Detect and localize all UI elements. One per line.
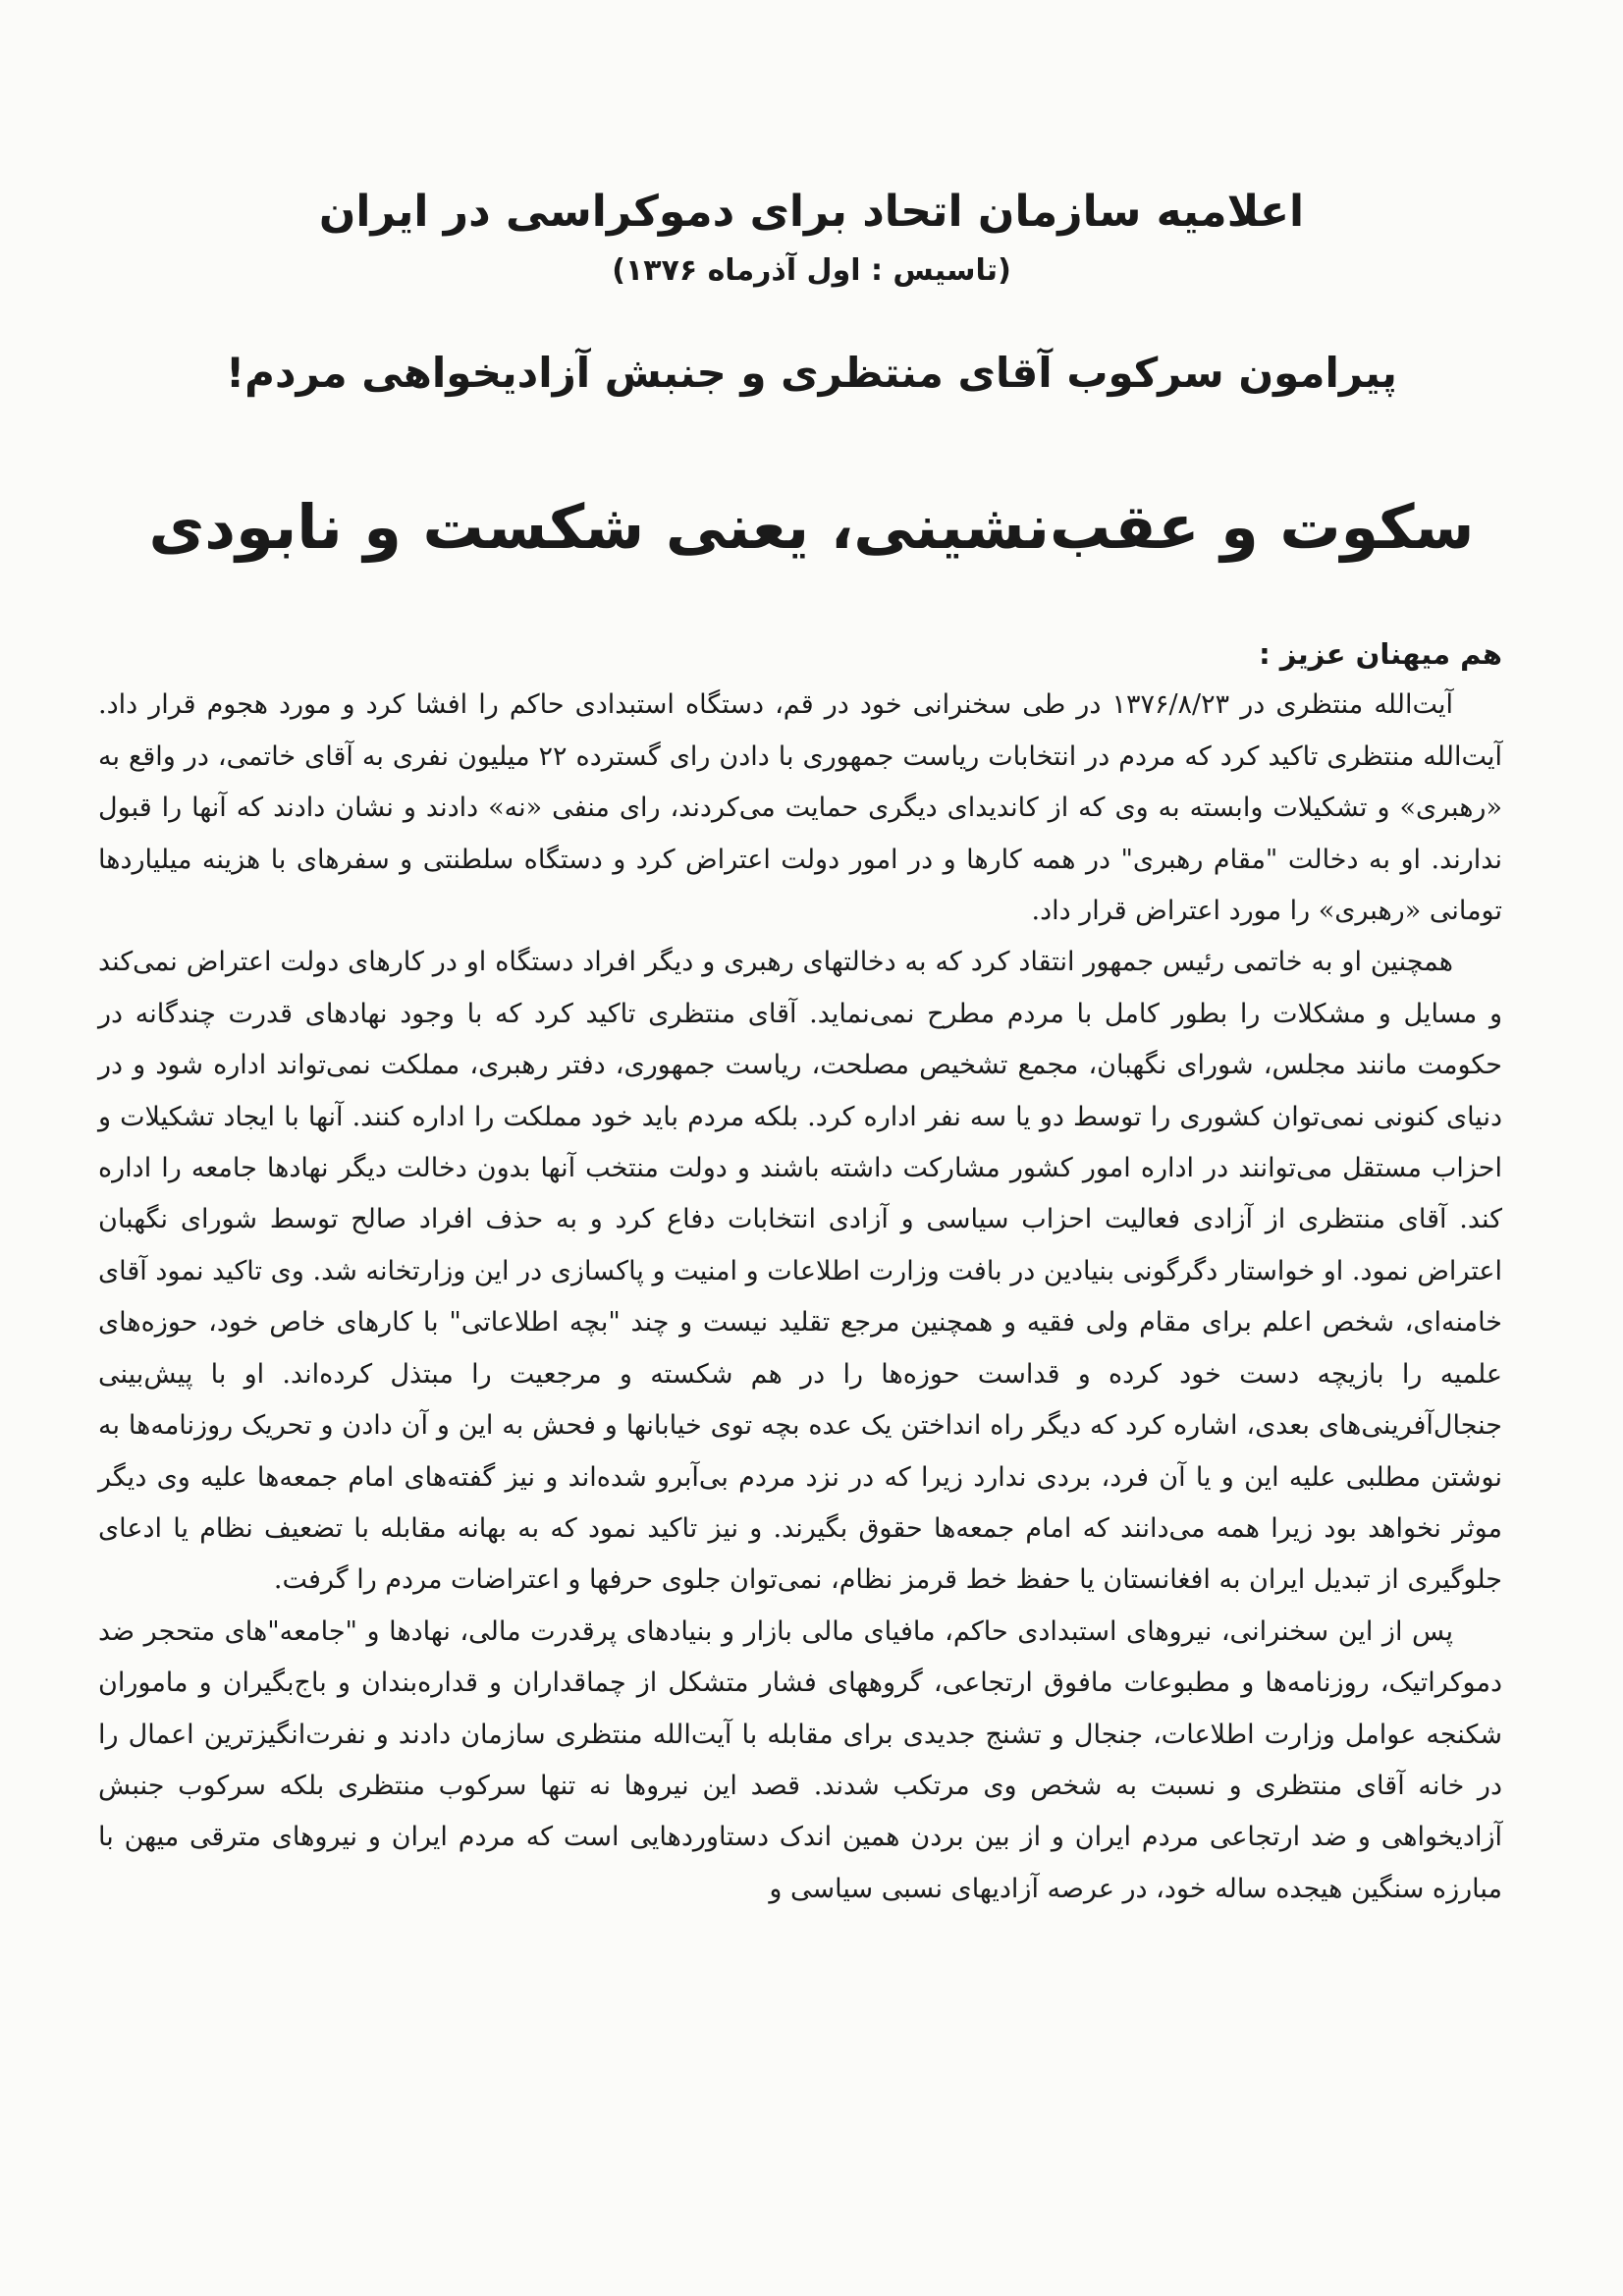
founding-date: (تاسیس : اول آذرماه ۱۳۷۶) bbox=[612, 253, 1011, 288]
salutation: هم میهنان عزیز : bbox=[1259, 637, 1502, 671]
statement-topic: پیرامون سرکوب آقای منتظری و جنبش آزادیخواهی مردم! bbox=[226, 349, 1397, 397]
paragraph: پس از این سخنرانی، نیروهای استبدادی حاکم، مافیای مالی بازار و بنیادهای پرقدرت مالی، نهادها و "جامعه"های متحجر ضد دموکراتیک، روزنامه‌ها و مطبوعات مافوق ارتجاعی، گروههای فشار متشکل از چماقداران و قداره‌بندان و باج‌بگیران و ماموران شکنجه عوامل وزارت اطلاعات، جنجال و تشنج جدیدی برای مقابله با آیت‌الله منتظری سازمان دادند و نفرت‌انگیزترین اعمال را در خانه آقای منتظری و نسبت به شخص وی مرتکب شدند. قصد این نیروها نه تنها سرکوب منتظری بلکه سرکوب جنبش آزادیخواهی و ضد ارتجاعی مردم ایران و از بین بردن همین اندک دستاوردهایی است که مردم ایران و نیروهای مترقی میهن با مبارزه سنگین هیجده ساله خود، در عرصه آزادیهای نسبی سیاسی و bbox=[98, 1615, 1502, 1904]
organization-title: اعلامیه سازمان اتحاد برای دموکراسی در ایران bbox=[318, 187, 1305, 237]
statement-body bbox=[98, 629, 1502, 1915]
paragraph: آیت‌الله منتظری در ۱۳۷۶/۸/۲۳ در طی سخنرانی خود در قم، دستگاه استبدادی حاکم را افشا کرد و مورد هجوم قرار داد. آیت‌الله منتظری تاکید کرد که مردم در انتخابات ریاست جمهوری با دادن رای گسترده ۲۲ میلیون نفری به آقای خاتمی، در واقع به «رهبری» و تشکیلات وابسته به وی که از کاندیدای دیگری حمایت می‌کردند، رای منفی «نه» دادند و نشان دادند که آنها را قبول ندارند. او به دخالت "مقام رهبری" در همه کارها و در امور دولت اعتراض کرد و دستگاه سلطنتی و سفرهای با هزینه میلیاردها تومانی «رهبری» را مورد اعتراض قرار داد. bbox=[98, 689, 1502, 927]
headline: سکوت و عقب‌نشینی، یعنی شکست و نابودی bbox=[148, 491, 1475, 563]
paragraph: همچنین او به خاتمی رئیس جمهور انتقاد کرد که به دخالتهای رهبری و دیگر افراد دستگاه او در کارهای دولت اعتراض نمی‌کند و مسایل و مشکلات را بطور کامل با مردم مطرح نمی‌نماید. آقای منتظری تاکید کرد که با وجود نهادهای قدرت چندگانه در حکومت مانند مجلس، شورای نگهبان، مجمع تشخیص مصلحت، ریاست جمهوری، دفتر رهبری، مملکت نمی‌تواند اداره شود و در دنیای کنونی نمی‌توان کشوری را توسط دو یا سه نفر اداره کرد. بلکه مردم باید خود مملکت را اداره کنند. آنها با ایجاد تشکیلات و احزاب مستقل می‌توانند در اداره امور کشور مشارکت داشته باشند و دولت منتخب آنها بدون دخالت دیگر نهادها جامعه را اداره کند. آقای منتظری از آزادی فعالیت احزاب سیاسی و آزادی انتخابات دفاع کرد و به حذف افراد صالح توسط شورای نگهبان اعتراض نمود. او خواستار دگرگونی بنیادین در بافت وزارت اطلاعات و امنیت و پاکسازی در این وزارتخانه شد. وی تاکید نمود آقای خامنه‌ای، شخص اعلم برای مقام ولی فقیه و همچنین مرجع تقلید نیست و چند "بچه اطلاعاتی" با کارهای خاص خود، حوزه‌های علمیه را بازیچه دست خود کرده و قداست حوزه‌ها را در هم شکسته و مرجعیت را مبتذل کرده‌اند. او با پیش‌بینی جنجال‌آفرینی‌های بعدی، اشاره کرد که دیگر راه انداختن یک عده بچه توی خیابانها و فحش به این و آن دادن و تحریک روزنامه‌ها به نوشتن مطلبی علیه این و یا آن فرد، بردی ندارد زیرا که در نزد مردم بی‌آبرو شده‌اند و نیز گفته‌های امام جمعه‌ها علیه وی دیگر موثر نخواهد بود زیرا همه می‌دانند که امام جمعه‌ها حقوق بگیرند. و نیز تاکید نمود که به بهانه مقابله با تضعیف نظام یا ادعای جلوگیری از تبدیل ایران به افغانستان یا حفظ خط قرمز نظام، نمی‌توان جلوی حرفها و اعتراضات مردم را گرفت. bbox=[98, 947, 1502, 1596]
